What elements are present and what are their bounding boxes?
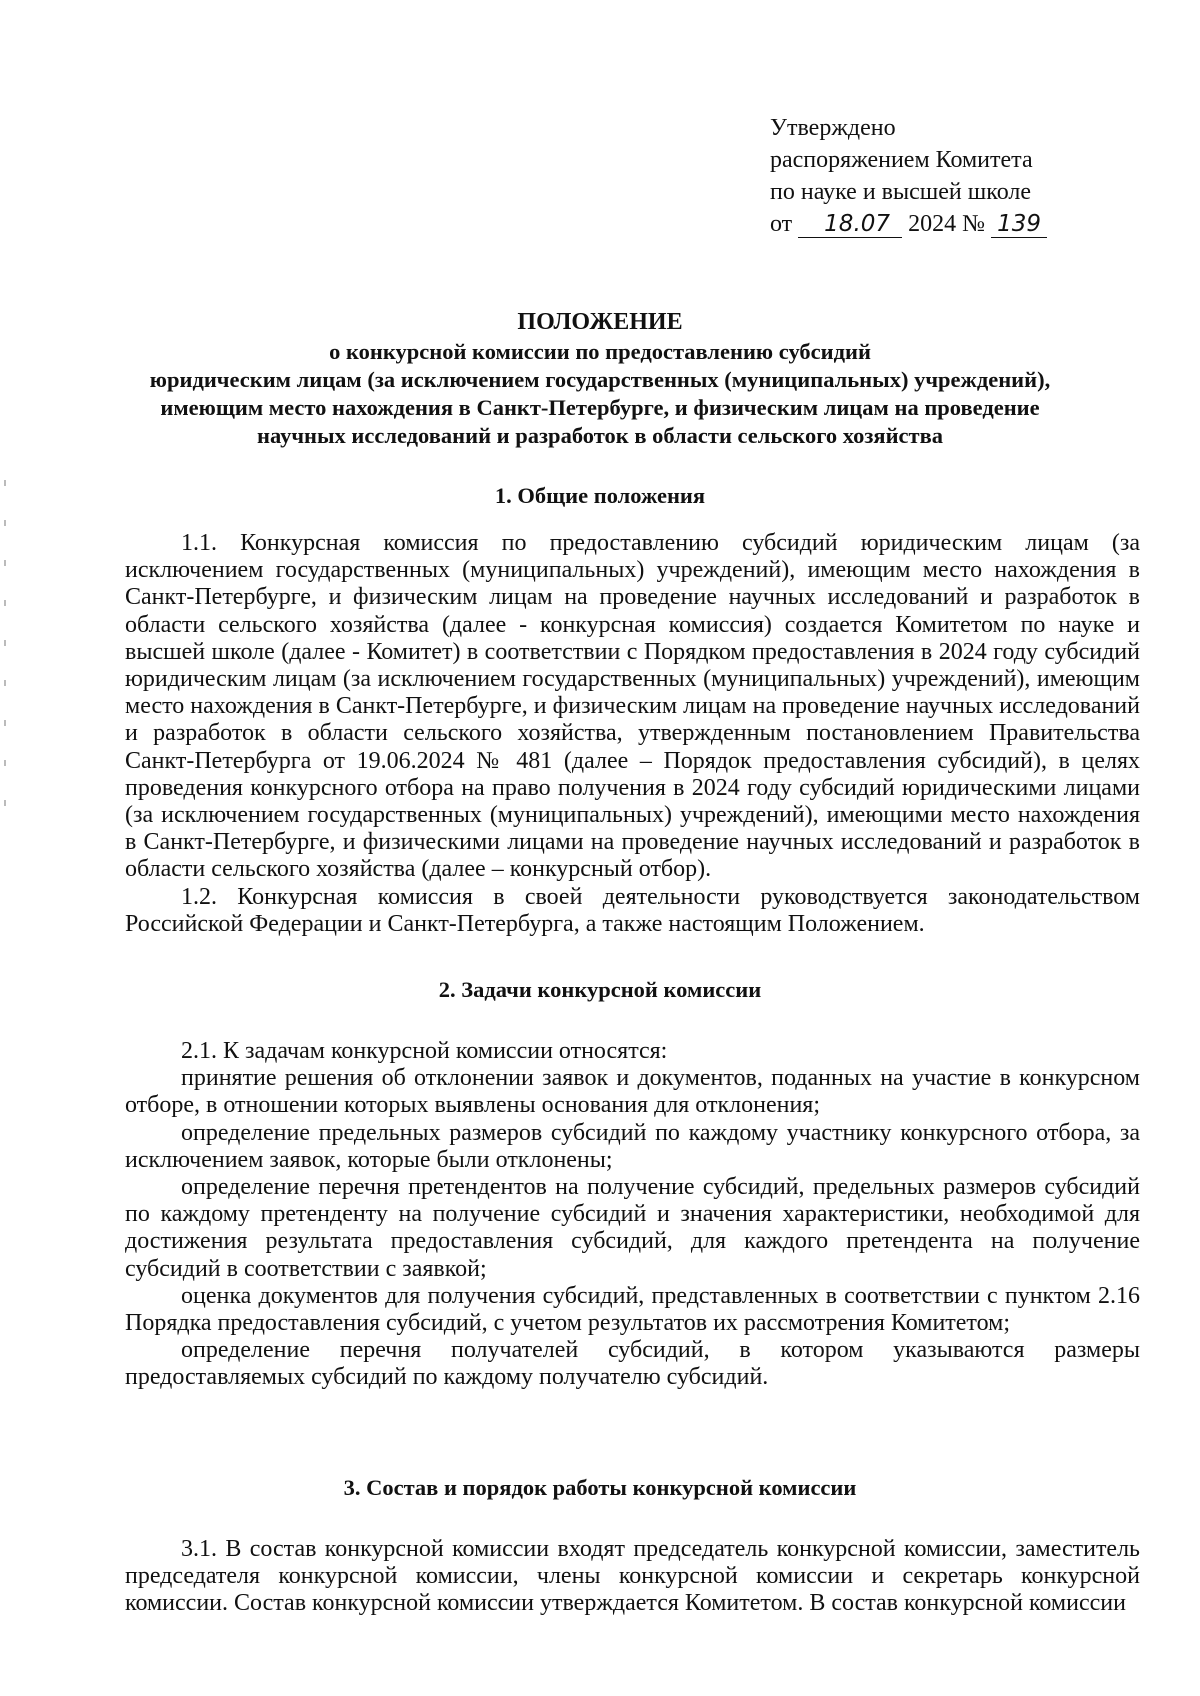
title-line-2: юридическим лицам (за исключением государственных (муниципальных) учреждений), xyxy=(149,367,1051,392)
approval-stamp xyxy=(770,112,1047,240)
title-main: ПОЛОЖЕНИЕ xyxy=(517,309,683,335)
approval-year: 2024 № xyxy=(908,211,986,237)
approval-number-handwritten: 139 xyxy=(991,211,1047,238)
title-line-4: научных исследований и разработок в области сельского хозяйства xyxy=(257,423,943,448)
title-line-3: имеющим место нахождения в Санкт-Петербурге, и физическим лицам на проведение xyxy=(160,395,1040,420)
paragraph-2-item-3: определение перечня претендентов на получение субсидий, предельных размеров субсидий по каждому претенденту на получение субсидий и значения характеристики, необходимой для достижения результата предоставления субсидий, для каждого претендента на получение субсидий в соответствии с заявкой; xyxy=(125,1174,1140,1282)
section-3-heading: 3. Состав и порядок работы конкурсной комиссии xyxy=(343,1475,857,1500)
paragraph-2-item-5: определение перечня получателей субсидий, в котором указываются размеры предоставляемых субсидий по каждому получателю субсидий. xyxy=(125,1337,1140,1391)
paragraph-2-item-4: оценка документов для получения субсидий, представленных в соответствии с пунктом 2.16 Порядка предоставления субсидий, с учетом результатов их рассмотрения Комитетом; xyxy=(125,1282,1140,1337)
paragraph-2-item-2: определение предельных размеров субсидий по каждому участнику конкурсного отбора, за исключением заявок, которые были отклонены; xyxy=(125,1119,1140,1173)
paragraph-2-item-1: принятие решения об отклонении заявок и документов, поданных на участие в конкурсном отборе, в отношении которых выявлены основания для отклонения; xyxy=(125,1065,1140,1119)
document-title xyxy=(120,308,1080,450)
approval-line-1: Утверждено xyxy=(770,115,896,141)
paragraph-3-1: 3.1. В состав конкурсной комиссии входят председатель конкурсной комиссии, заместитель председателя конкурсной комиссии, члены конкурсной комиссии и секретарь конкурсной комиссии. Состав конкурсной комиссии утверждается Комитетом. В состав конкурсной комиссии xyxy=(125,1536,1140,1617)
title-line-1: о конкурсной комиссии по предоставлению субсидий xyxy=(329,339,871,364)
section-1-heading: 1. Общие положения xyxy=(494,483,706,508)
paragraph-1-1: 1.1. Конкурсная комиссия по предоставлению субсидий юридическим лицам (за исключением государственных (муниципальных) учреждений), имеющим место нахождения в Санкт-Петербурге, и физическим лицам на проведение научных исследований и разработок в области сельского хозяйства (далее - конкурсная комиссия) создается Комитетом по науке и высшей школе (далее - Комитет) в соответствии с Порядком предоставления в 2024 году субсидий юридическим лицам (за исключением государственных (муниципальных) учреждений), имеющим место нахождения в Санкт-Петербурге, и физическим лицам на проведение научных исследований и разработок в области сельского хозяйства, утвержденным постановлением Правительства Санкт-Петербурга от 19.06.2024 № 481 (далее – Порядок предоставления субсидий), в целях проведения конкурсного отбора на право получения в 2024 году субсидий юридическими лицами (за исключением государственных (муниципальных) учреждений), имеющими место нахождения в Санкт-Петербурге, и физическими лицами на проведение научных исследований и разработок в области сельского хозяйства (далее – конкурсный отбор). xyxy=(125,530,1140,883)
section-2-body xyxy=(125,1038,1140,1392)
approval-date-line xyxy=(770,208,1047,240)
section-1-body xyxy=(125,530,1140,938)
approval-line-2: распоряжением Комитета xyxy=(770,147,1033,173)
approval-date-handwritten: 18.07 xyxy=(798,211,902,238)
approval-prefix: от xyxy=(770,211,793,237)
scan-margin-marks xyxy=(4,480,7,840)
paragraph-1-2: 1.2. Конкурсная комиссия в своей деятельности руководствуется законодательством Российской Федерации и Санкт-Петербурга, а также настоящим Положением. xyxy=(125,883,1140,937)
section-2-heading: 2. Задачи конкурсной комиссии xyxy=(438,977,762,1002)
section-3-body xyxy=(125,1536,1140,1618)
approval-line-3: по науке и высшей школе xyxy=(770,179,1031,205)
paragraph-2-1: 2.1. К задачам конкурсной комиссии относятся: xyxy=(181,1038,668,1064)
